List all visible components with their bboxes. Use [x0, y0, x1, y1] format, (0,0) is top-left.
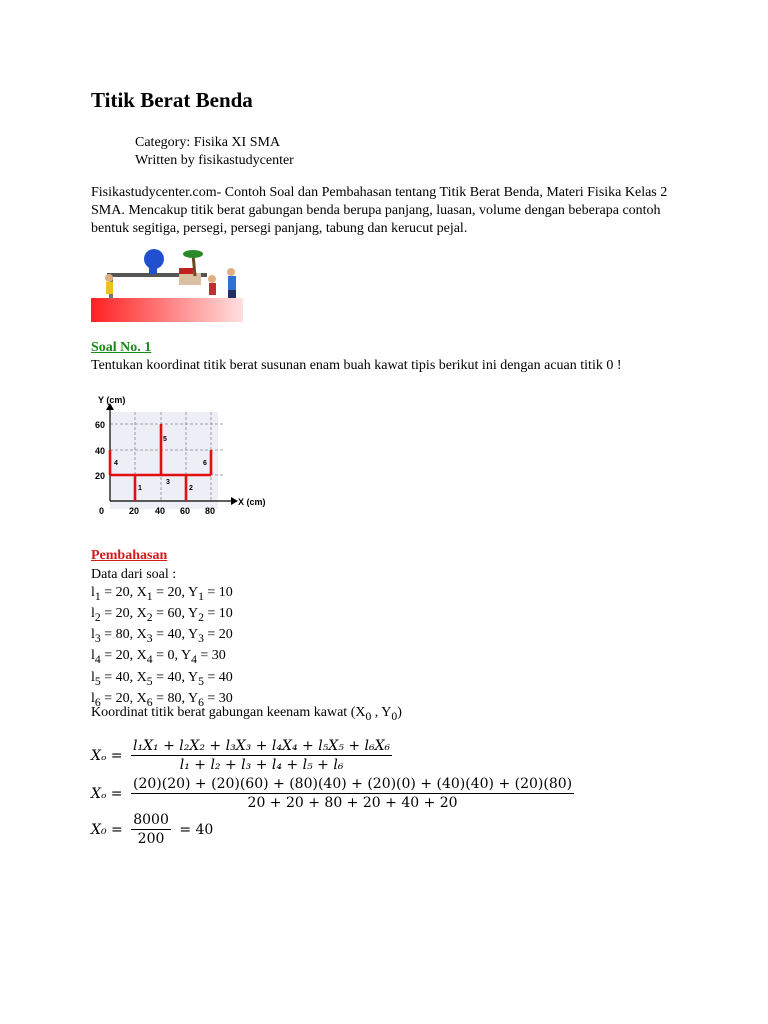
y-tick-60: 60 — [95, 420, 106, 430]
formula-result: X₀ = $\frac{8000}{200}$ = 40 — [91, 812, 214, 847]
formula-substituted: Xₒ = (20)(20) + (20)(60) + (80)(40) + (20)(0) + (40)(40) + (20)(80) 20 + 20 + 80 + 20 + 40 + 20 — [91, 776, 573, 811]
x-tick-80: 80 — [205, 506, 216, 516]
segment-label-2: 2 — [189, 485, 193, 492]
segment-label-6: 6 — [203, 460, 207, 467]
segment-label-5: 5 — [163, 436, 167, 443]
list-item: $l_2 = 20$, $X_2 = 60$, $Y_2 = 10$ — [91, 605, 233, 624]
question-text: Tentukan koordinat titik berat susunan enam buah kawat tipis berikut ini dengan acuan titik 0 ! — [91, 358, 622, 373]
given-data-header: Data dari soal : — [91, 567, 177, 582]
formula-result-denominator: 200 — [137, 831, 165, 847]
x-tick-20: 20 — [129, 506, 140, 516]
question-title: Soal No. 1 — [91, 340, 152, 355]
y-axis-label: Y (cm) — [98, 395, 126, 405]
segment-label-4: 4 — [114, 460, 118, 467]
page-title: Titik Berat Benda — [91, 88, 253, 112]
intro-paragraph: Fisikastudycenter.com- Contoh Soal dan Pembahasan tentang Titik Berat Benda, Materi Fisika Kelas 2 SMA. Mencakup titik berat gabungan benda berupa panjang, luasan, volume dengan beberapa contoh bentuk segitiga, persegi, persegi panjang, tabung dan kerucut pejal. — [91, 185, 668, 236]
list-item: $l_6 = 20$, $X_6 = 80$, $Y_6 = 30$ — [91, 690, 233, 709]
formula-general-denominator: l₁ + l₂ + l₃ + l₄ + l₅ + l₆ — [179, 757, 344, 773]
seesaw-illustration — [91, 246, 243, 322]
wire-diagram — [91, 390, 281, 520]
formula-result-numerator: 8000 — [133, 812, 169, 828]
formula-substituted-numerator: (20)(20) + (20)(60) + (80)(40) + (20)(0) + (40)(40) + (20)(80) — [133, 776, 573, 792]
y-tick-40: 40 — [95, 446, 106, 456]
list-item: $l_5 = 40$, $X_5 = 40$, $Y_5 = 40$ — [91, 669, 233, 688]
author-label: Written by fisikastudycenter — [135, 153, 294, 168]
article-meta — [135, 134, 294, 170]
segment-label-3: 3 — [166, 479, 170, 486]
formula-result-value: = 40 — [179, 821, 214, 838]
x-tick-40: 40 — [155, 506, 166, 516]
category-label: Category: Fisika XI SMA — [135, 135, 281, 150]
x-tick-0: 0 — [99, 506, 105, 516]
formula-substituted-denominator: 20 + 20 + 80 + 20 + 40 + 20 — [247, 795, 458, 811]
list-item: $l_4 = 20$, $X_4 = 0$, $Y_4 = 30$ — [91, 648, 226, 667]
list-item: $l_1 = 20$, $X_1 = 20$, $Y_1 = 10$ — [91, 584, 233, 603]
list-item: $l_3 = 80$, $X_3 = 40$, $Y_3 = 20$ — [91, 627, 233, 645]
given-data-list — [91, 566, 233, 711]
segment-label-1: 1 — [138, 485, 142, 492]
x-axis-label: X (cm) — [238, 497, 266, 507]
solution-title: Pembahasan — [91, 548, 168, 563]
x-tick-60: 60 — [180, 506, 191, 516]
coordinate-statement: Koordinat titik berat gabungan keenam kawat ($X_0$ , $Y_0$) — [91, 705, 402, 723]
formula-general: Xₒ = $\frac{\text{l₁X₁ + l₂X₂ + l₃X₃ + l₄X₄ + l₅X₅ + l₆X₆}}{\text{l₁ + l₂ + l₃ + l₄ + l₅ + l₆}}$ — [91, 738, 391, 773]
y-tick-20: 20 — [95, 471, 106, 481]
formula-general-numerator: l₁X₁ + l₂X₂ + l₃X₃ + l₄X₄ + l₅X₅ + l₆X₆ — [133, 738, 391, 754]
